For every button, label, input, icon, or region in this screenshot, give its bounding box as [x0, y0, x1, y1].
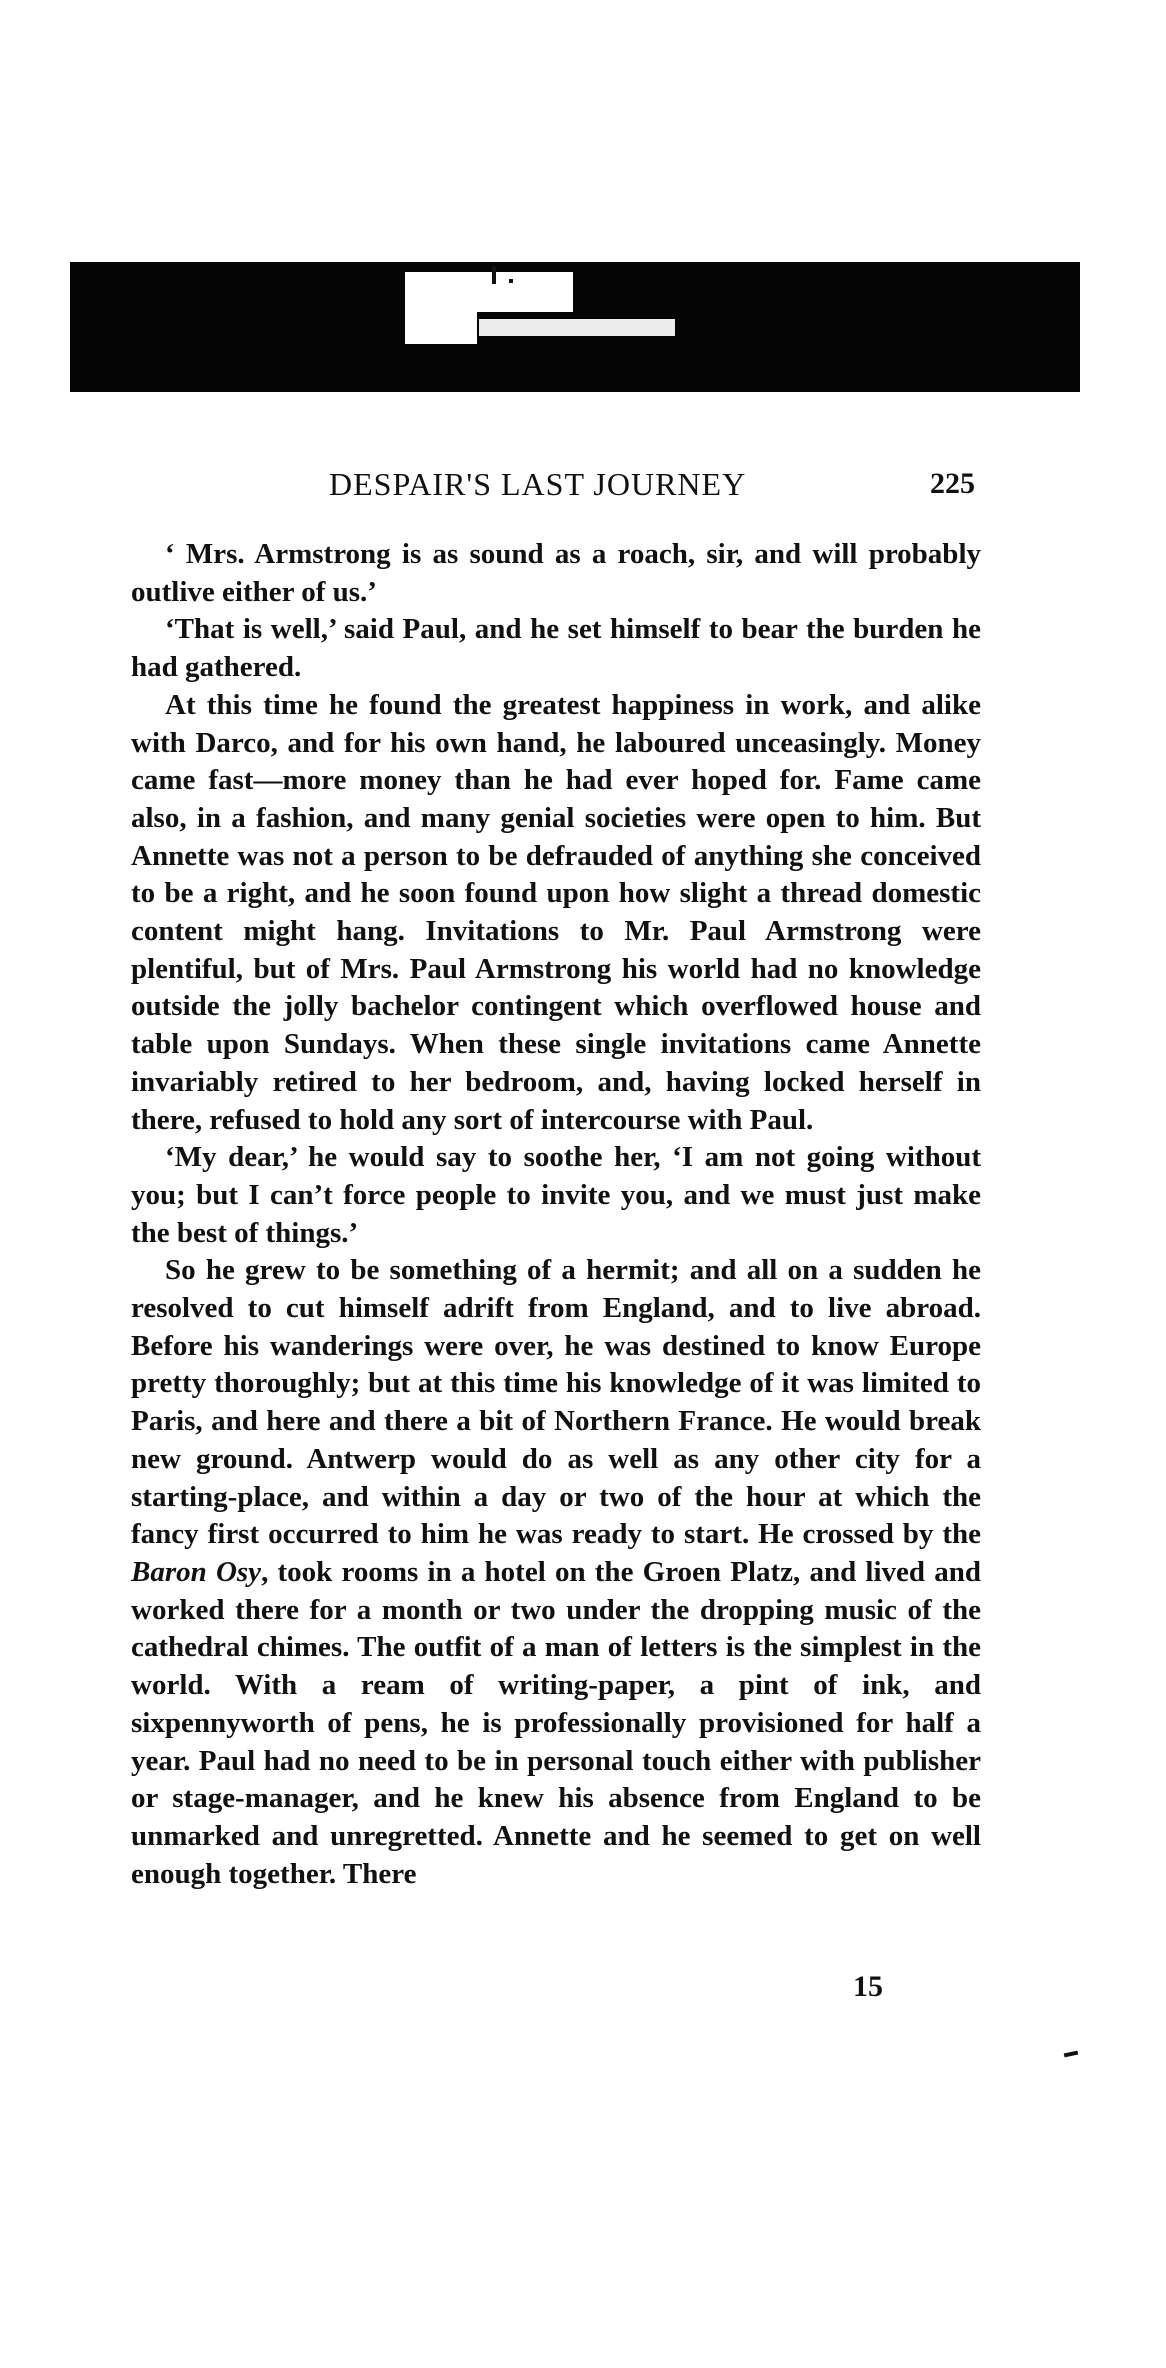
scan-artifact-cut — [405, 310, 477, 344]
scan-artifact-tick — [492, 266, 496, 284]
running-title: DESPAIR'S LAST JOURNEY — [329, 466, 747, 502]
running-head — [131, 460, 981, 508]
paragraph: ‘That is well,’ said Paul, and he set himself to bear the burden he had gathered. — [131, 613, 981, 684]
scan-artifact-dot — [509, 279, 513, 283]
body-text — [131, 536, 981, 1893]
signature-mark: 15 — [853, 1970, 883, 2003]
scan-artifact-mark — [1064, 2051, 1079, 2058]
scan-artifact-bar — [479, 319, 675, 336]
paragraph: At this time he found the greatest happiness in work, and alike with Darco, and for his own hand, he laboured unceasingly. Money came fast—more money than he had ever hoped for. Fame came also, in a fashion, and many genial societies were open to him. But Annette was not a person to be defrauded of anything she conceived to be a right, and he soon found upon how slight a thread domestic content might hang. Invitations to Mr. Paul Armstrong were plentiful, but of Mrs. Paul Armstrong his world had no knowledge outside the jolly bachelor contingent which overflowed house and table upon Sundays. When these single invitations came Annette invariably retired to her bedroom, and, having locked herself in there, refused to hold any sort of intercourse with Paul. — [131, 688, 981, 1136]
scan-artifact-notch — [405, 272, 573, 312]
paragraph — [131, 1252, 981, 1893]
paragraph: ‘ Mrs. Armstrong is as sound as a roach, sir, and will probably outlive either of us.’ — [131, 538, 981, 608]
book-page — [131, 460, 981, 1893]
paragraph: ‘My dear,’ he would say to soothe her, ‘I am not going without you; but I can’t force people to invite you, and we must just make the best of things.’ — [131, 1141, 981, 1249]
paragraph-text: , took rooms in a hotel on the Groen Platz, and lived and worked there for a month or two under the dropping music of the cathedral chimes. The outfit of a man of letters is the simplest in the world. With a ream of writing-paper, a pint of ink, and sixpennyworth of pens, he is professionally provisioned for half a year. Paul had no need to be in personal touch either with publisher or stage-manager, and he knew his absence from England to be unmarked and unregretted. Annette and he seemed to get on well enough together. There — [131, 1555, 981, 1890]
paragraph-text: So he grew to be something of a hermit; and all on a sudden he resolved to cut himself adrift from England, and to live abroad. Before his wanderings were over, he was destined to know Europe pretty thoroughly; but at this time his knowledge of it was limited to Paris, and here and there a bit of Northern France. He would break new ground. Antwerp would do as well as any other city for a starting-place, and within a day or two of the hour at which the fancy first occurred to him he was ready to start. He crossed by the — [131, 1254, 981, 1551]
page-number: 225 — [930, 467, 975, 500]
ship-name: Baron Osy — [131, 1555, 262, 1588]
